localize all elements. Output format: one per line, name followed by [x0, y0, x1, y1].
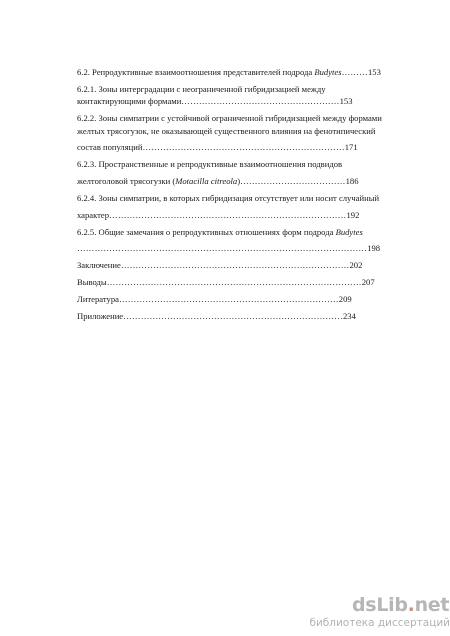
toc-entry: [77, 125, 399, 137]
toc-page-number: 202: [349, 260, 363, 270]
toc-entry: [77, 293, 399, 305]
toc-entry-text: 6.2. Репродуктивные взаимоотношения представителей подрода: [77, 67, 315, 77]
toc-entry: [77, 226, 399, 238]
logo-dot: .: [407, 594, 415, 616]
toc-entry: [77, 259, 399, 271]
toc-entry-text: Литература: [77, 294, 119, 304]
dslib-logo[interactable]: [352, 594, 449, 616]
toc-page-number: 198: [367, 243, 381, 253]
toc-entry: [77, 242, 399, 254]
toc-page-number: 171: [344, 142, 358, 152]
toc-entry: [77, 112, 399, 124]
toc-leader-dots: ………………………………………………………………………: [109, 210, 347, 220]
toc-entry: [77, 175, 399, 187]
toc-entry-italic: Motacilla citreola: [175, 176, 238, 186]
toc-leader-dots: ………………………………………………: [181, 96, 340, 106]
toc-entry: [77, 83, 399, 95]
toc-leader-dots: ……………………………………………………………………: [120, 260, 350, 270]
toc-entry: [77, 310, 399, 322]
toc-entry: [77, 209, 399, 221]
toc-entry: [77, 66, 399, 78]
toc-entry: [77, 95, 399, 107]
toc-entry-text: желтоголовой трясогузки (: [77, 176, 176, 186]
toc-leader-dots: ……………………………………………………………………………: [106, 277, 362, 287]
logo-ds: ds: [352, 594, 377, 616]
toc-entry-italic: Budytes: [335, 227, 363, 237]
toc-leader-dots: ………………………………………………………………………………………: [77, 243, 368, 253]
toc-entry: [77, 276, 399, 288]
toc-entry-italic: Budytes: [314, 67, 342, 77]
toc-entry-text: состав популяций: [77, 142, 143, 152]
toc-leader-dots: ………: [341, 67, 368, 77]
toc-entry-text: 6.2.2. Зоны симпатрии с устойчивой ограниченной гибридизацией между формами: [77, 113, 382, 123]
toc-entry-text: 6.2.4. Зоны симпатрии, в которых гибридизация отсутствует или носит случайный: [77, 193, 380, 203]
logo-lib: Lib: [376, 594, 408, 616]
toc-page-number: 153: [367, 67, 381, 77]
toc-page-number: 153: [339, 96, 353, 106]
toc-page-number: 209: [338, 294, 352, 304]
toc-entry-text: 6.2.1. Зоны интерградации с неограниченной гибридизацией между: [77, 84, 326, 94]
toc-page-number: 207: [361, 277, 375, 287]
dslib-watermark[interactable]: [309, 594, 450, 632]
toc-entry-text: желтых трясогузок, не оказывающей существенного влияния на фенотипический: [77, 126, 376, 136]
toc-entry: [77, 141, 399, 153]
toc-entry-text: 6.2.3. Пространственные и репродуктивные взаимоотношения подвидов: [77, 159, 343, 169]
toc-leader-dots: …………………………………………………………………: [118, 294, 339, 304]
toc-entry-text: ): [237, 176, 241, 186]
toc-page-number: 234: [342, 311, 356, 321]
toc-entry: [77, 158, 399, 170]
toc-entry-text: Выводы: [77, 277, 107, 287]
toc-entry-text: Заключение: [77, 260, 121, 270]
toc-page-number: 186: [345, 176, 359, 186]
logo-net: net: [414, 594, 450, 616]
toc-leader-dots: …………………………………………………………………: [123, 311, 343, 321]
toc-leader-dots: ……………………………………………………………: [142, 142, 345, 152]
toc-entry: [77, 192, 399, 204]
toc-page-number: 192: [346, 210, 360, 220]
toc-entry-text: характер: [77, 210, 110, 220]
toc-leader-dots: ………………………………: [240, 176, 346, 186]
watermark-subtitle: библиотека диссертаций: [309, 617, 450, 629]
toc-entry-text: Приложение: [77, 311, 124, 321]
toc-entry-text: контактирующими формами: [77, 96, 182, 106]
toc-entry-text: 6.2.5. Общие замечания о репродуктивных отношениях форм подрода: [77, 227, 336, 237]
